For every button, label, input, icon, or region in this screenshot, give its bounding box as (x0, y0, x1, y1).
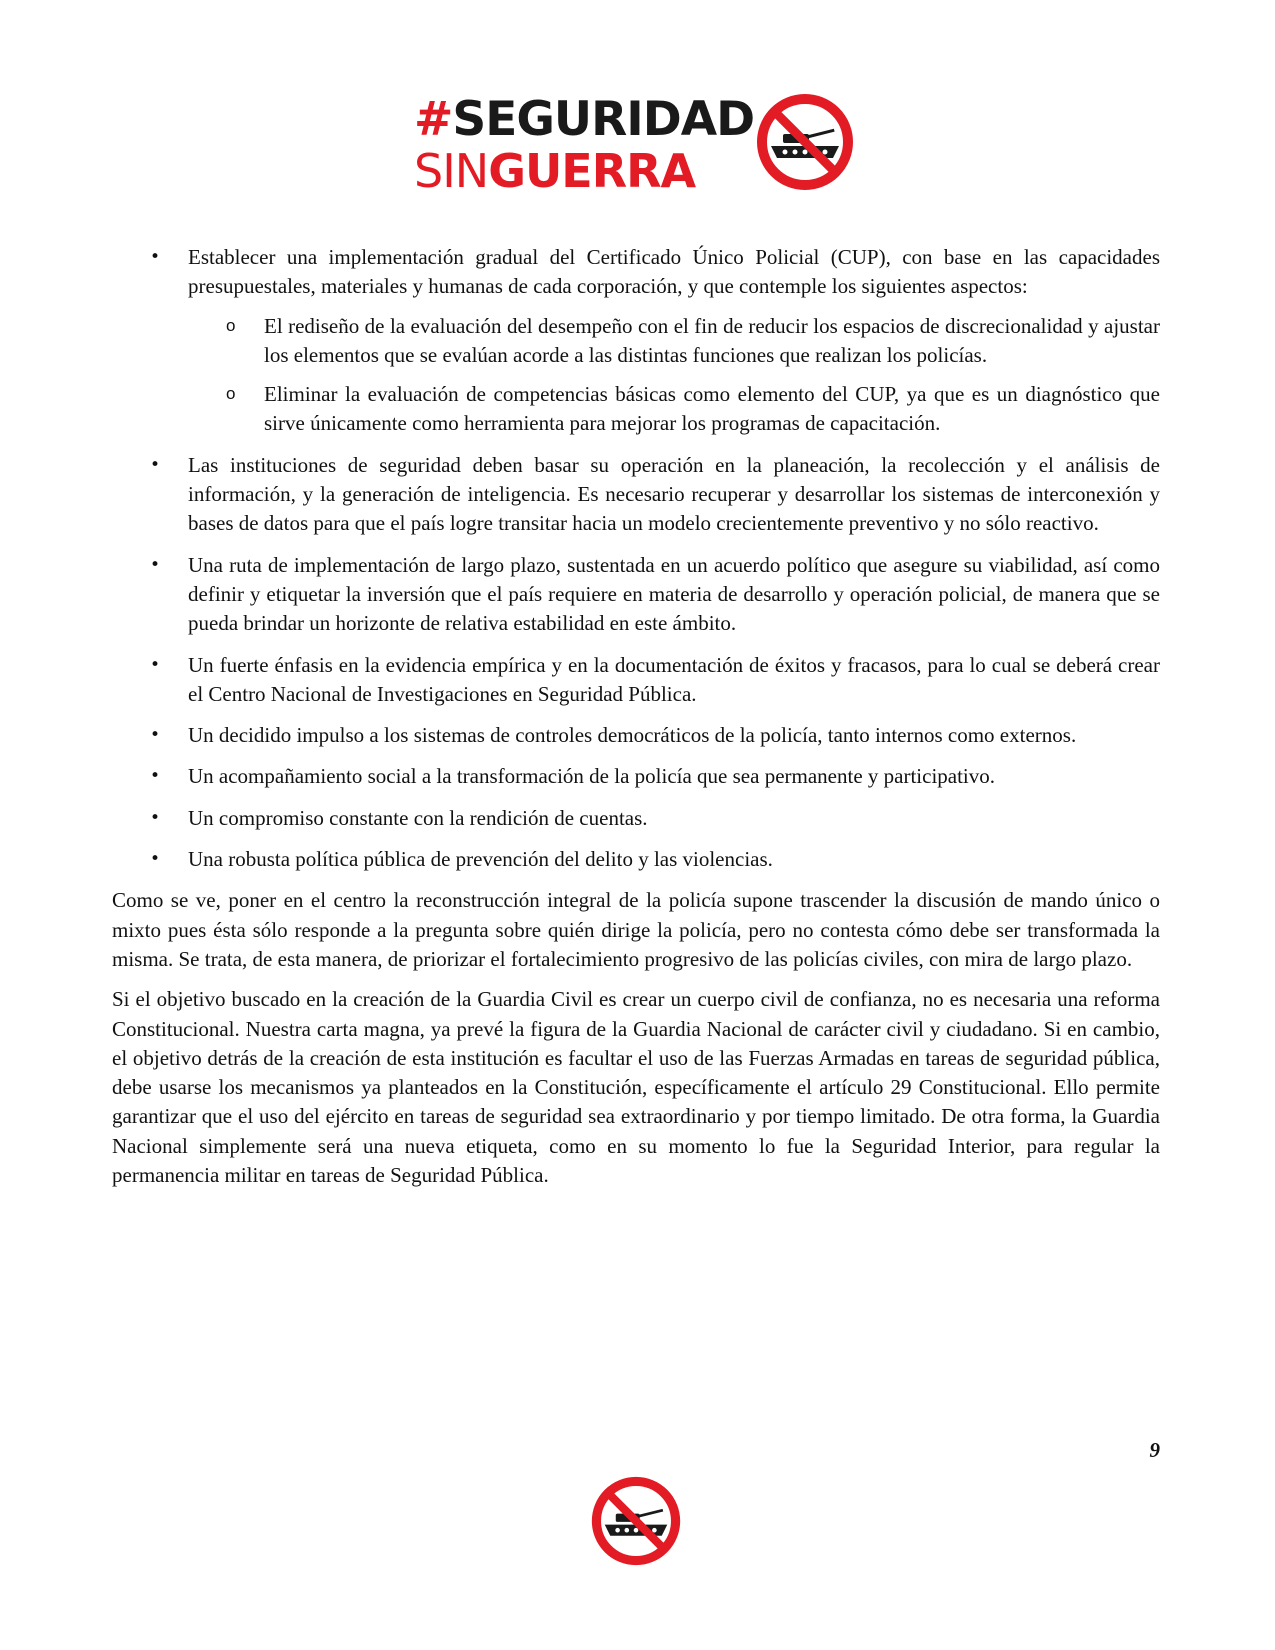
body-paragraph: Si el objetivo buscado en la creación de la Guardia Civil es crear un cuerpo civil de confianza, no es necesaria una reforma Constitucional. Nuestra carta magna, ya prevé la figura de la Guardia Nacional de carácter civil y ciudadano. Si en cambio, el objetivo detrás de la creación de esta institución es facultar el uso de las Fuerzas Armadas en tareas de seguridad pública, debe usarse los mecanismos ya planteados en la Constitución, específicamente el artículo 29 Constitucional. Ello permite garantizar que el uso del ejército en tareas de seguridad sea extraordinario y por tiempo limitado. De otra forma, la Guardia Nacional simplemente será una nueva etiqueta, como en su momento lo fue la Seguridad Interior, para regular la permanencia militar en tareas de Seguridad Pública. (112, 987, 1160, 1188)
header-logo (0, 92, 1275, 202)
list-item (112, 243, 1160, 439)
no-tank-icon (755, 92, 855, 192)
body-paragraph: Como se ve, poner en el centro la reconstrucción integral de la policía supone trascender la discusión de mando único o mixto pues ésta sólo responde a la pregunta sobre quién dirige la policía, pero no contesta cómo debe ser transformada la misma. Se trata, de esta manera, de priorizar el fortalecimiento progresivo de las policías civiles, con mira de largo plazo. (112, 888, 1160, 971)
logo-line-singuerra (414, 144, 695, 198)
sub-list (188, 312, 1160, 439)
page-number: 9 (1149, 1438, 1160, 1462)
list-item: • Un acompañamiento social a la transformación de la policía que sea permanente y participativo. (112, 762, 1160, 791)
list-item: • Un fuerte énfasis en la evidencia empírica y en la documentación de éxitos y fracasos, para lo cual se deberá crear el Centro Nacional de Investigaciones en Seguridad Pública. (112, 651, 1160, 710)
logo-word-guerra: GUERRA (488, 144, 696, 198)
sub-list-item: o El rediseño de la evaluación del desempeño con el fin de reducir los espacios de discrecionalidad y ajustar los elementos que se evalúan acorde a las distintas funciones que realizan los policías. (188, 312, 1160, 371)
recommendations-list (112, 243, 1160, 874)
no-tank-icon (590, 1475, 682, 1567)
logo-hash: # (414, 92, 453, 147)
list-item: • Una ruta de implementación de largo plazo, sustentada en un acuerdo político que asegure su viabilidad, así como definir y etiquetar la inversión que el país requiere en materia de desarrollo y operación policial, de manera que se pueda brindar un horizonte de relativa estabilidad en este ámbito. (112, 551, 1160, 639)
list-item: • Un compromiso constante con la rendición de cuentas. (112, 804, 1160, 833)
list-item: • Las instituciones de seguridad deben basar su operación en la planeación, la recolección y el análisis de información, y la generación de inteligencia. Es necesario recuperar y desarrollar los sistemas de interconexión y bases de datos para que el país logre transitar hacia un modelo crecientemente preventivo y no sólo reactivo. (112, 451, 1160, 539)
list-item: • Un decidido impulso a los sistemas de controles democráticos de la policía, tanto internos como externos. (112, 721, 1160, 750)
logo-line-seguridad (414, 92, 754, 147)
document-body (112, 243, 1160, 1201)
sub-list-item: o Eliminar la evaluación de competencias básicas como elemento del CUP, ya que es un diagnóstico que sirve únicamente como herramienta para mejorar los programas de capacitación. (188, 380, 1160, 439)
logo-word-sin: SIN (414, 144, 489, 198)
logo-word-seguridad: SEGURIDAD (452, 92, 755, 147)
list-item: • Una robusta política pública de prevención del delito y las violencias. (112, 845, 1160, 874)
list-item-text: Establecer una implementación gradual del Certificado Único Policial (CUP), con base en las capacidades presupuestales, materiales y humanas de cada corporación, y que contemple los siguientes aspectos: (188, 245, 1160, 299)
